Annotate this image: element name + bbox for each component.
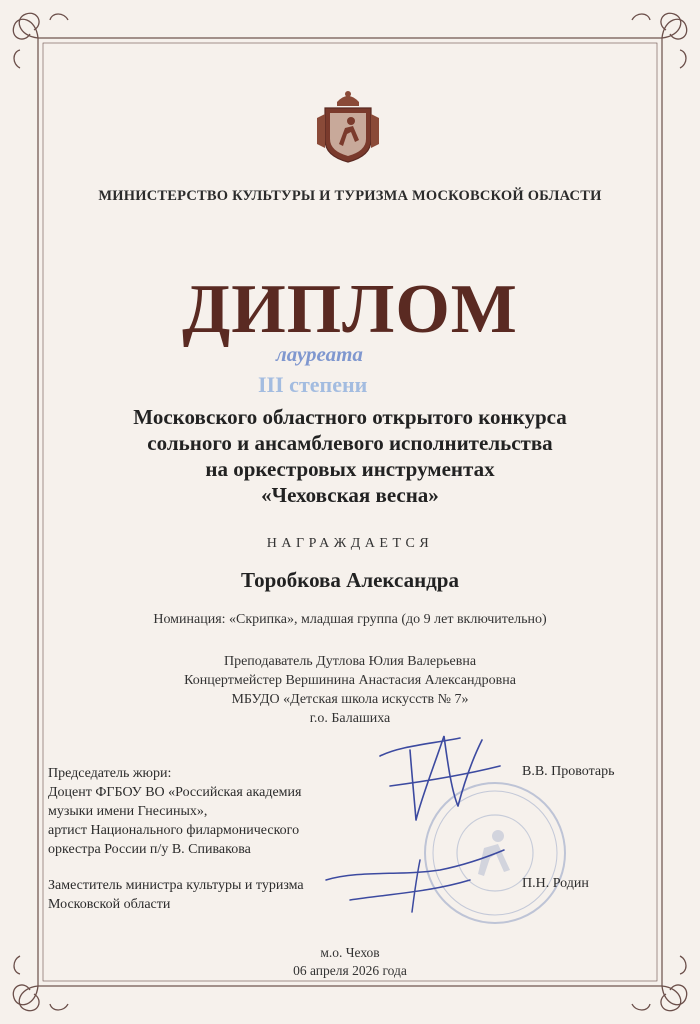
school-line: МБУДО «Детская школа искусств № 7» — [231, 692, 469, 707]
diploma-title: ДИПЛОМ — [182, 271, 518, 348]
jury-chair-block — [48, 764, 301, 859]
date: 06 апреля 2026 года — [293, 963, 407, 978]
jury-line: Председатель жюри: — [48, 766, 172, 781]
teachers-block — [0, 652, 700, 728]
moscow-oblast-coat-of-arms-icon — [315, 88, 381, 164]
deputy-line: Московской области — [48, 897, 171, 912]
recipient-name: Торобкова Александра — [241, 568, 459, 592]
deputy-minister-block — [48, 876, 304, 914]
contest-title — [120, 404, 580, 508]
awarded-label: НАГРАЖДАЕТСЯ — [266, 536, 434, 551]
jury-chair-signature — [370, 716, 510, 826]
city-line: г.о. Балашиха — [309, 711, 391, 726]
deputy-line: Заместитель министра культуры и туризма — [48, 878, 304, 893]
place: м.о. Чехов — [320, 945, 380, 960]
jury-chair-name: В.В. Провотарь — [522, 764, 615, 779]
jury-line: музыки имени Гнесиных», — [48, 804, 208, 819]
contest-line: «Чеховская весна» — [261, 483, 439, 507]
footer-place-date — [0, 944, 700, 980]
laureate-stamp: лауреата — [276, 342, 363, 366]
accompanist-line: Концертмейстер Вершинина Анастасия Александровна — [184, 673, 516, 688]
jury-line: артист Национального филармонического — [48, 823, 300, 838]
degree-stamp: III степени — [258, 372, 368, 397]
ministry-header: МИНИСТЕРСТВО КУЛЬТУРЫ И ТУРИЗМА МОСКОВСКОЙ ОБЛАСТИ — [98, 188, 602, 204]
deputy-minister-signature — [320, 840, 510, 920]
deputy-minister-name: П.Н. Родин — [522, 876, 589, 891]
teacher-line: Преподаватель Дутлова Юлия Валерьевна — [223, 654, 477, 669]
jury-line: Доцент ФГБОУ ВО «Российская академия — [48, 785, 302, 800]
contest-line: сольного и ансамблевого исполнительства — [147, 431, 553, 455]
contest-line: на оркестровых инструментах — [205, 457, 495, 481]
contest-line: Московского областного открытого конкурса — [133, 405, 567, 429]
jury-line: оркестра России п/у В. Спивакова — [48, 842, 251, 857]
nomination: Номинация: «Скрипка», младшая группа (до 9 лет включительно) — [153, 612, 547, 627]
